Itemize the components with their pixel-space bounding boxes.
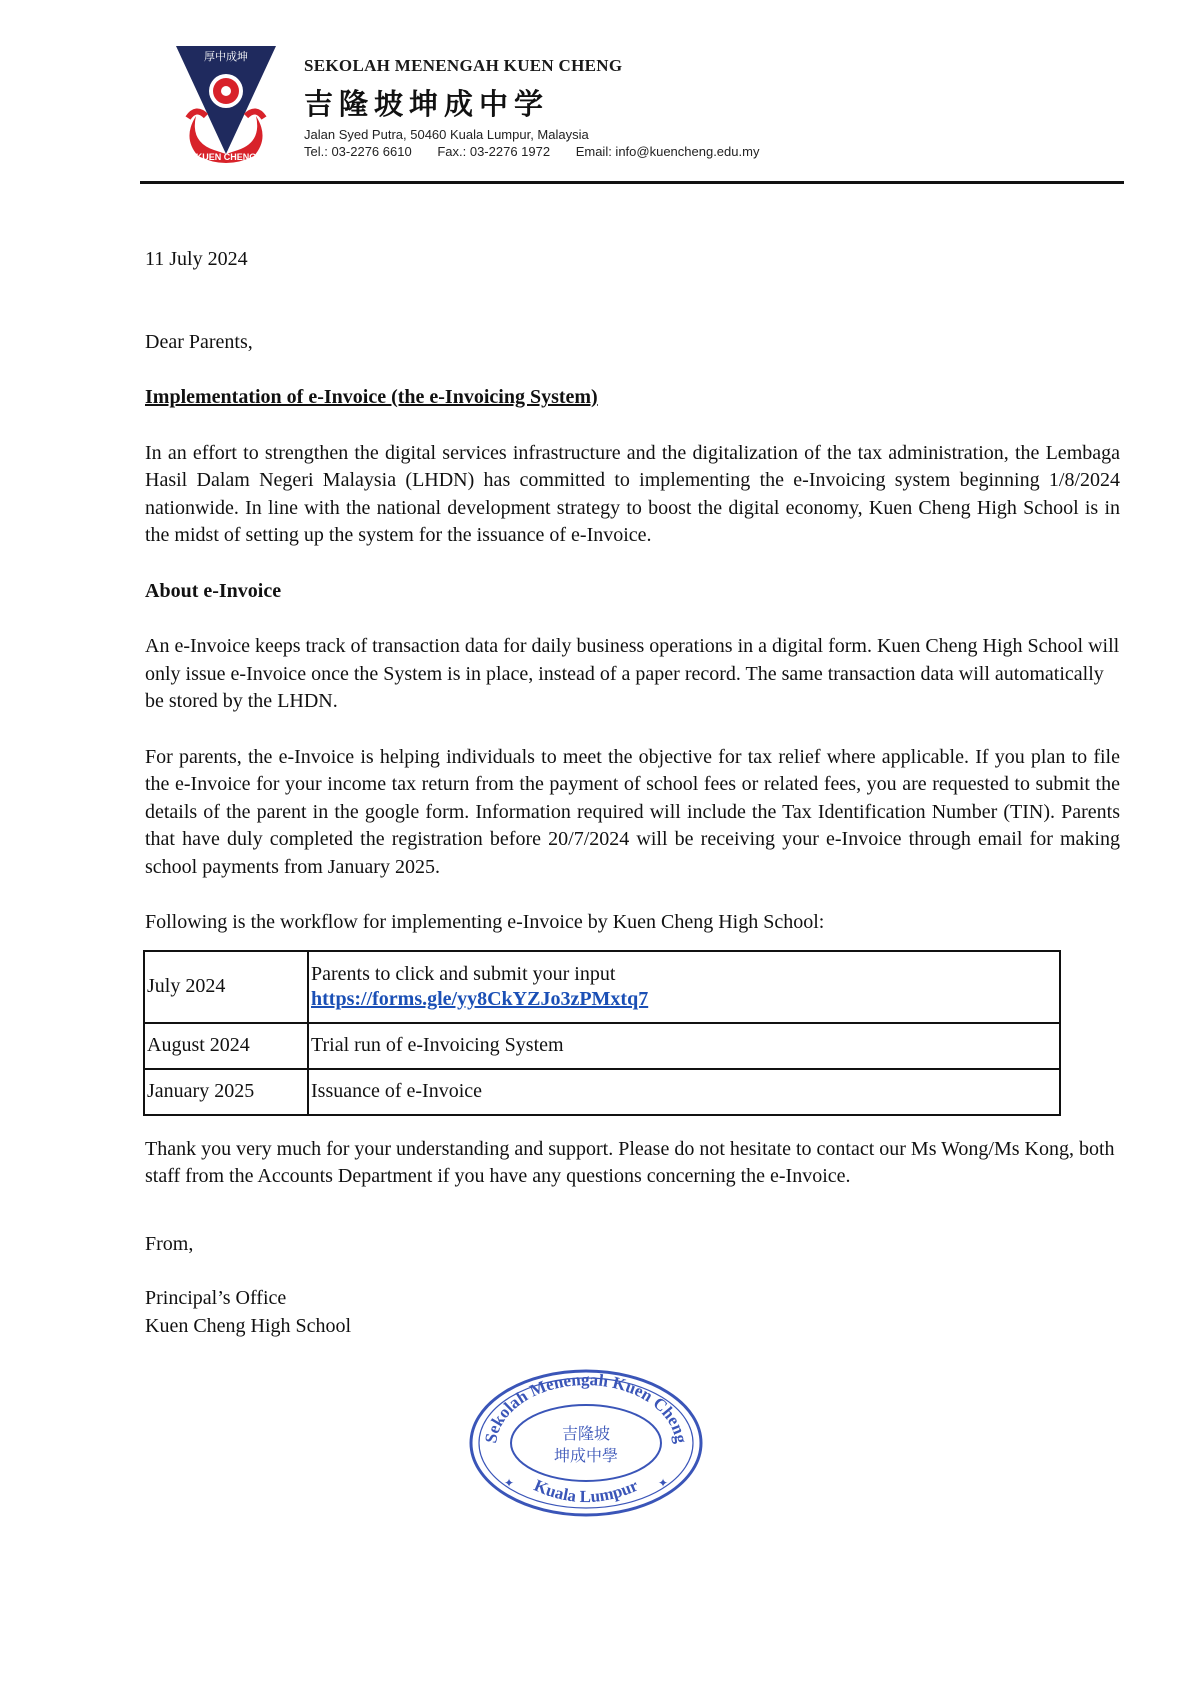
about-paragraph: An e-Invoice keeps track of transaction data for daily business operations in a digital form. Kuen Cheng High School will only issue e-Invoice once the System is in place, instead of a paper record. The same transaction data will automatically be stored by the LHDN. [145, 635, 1120, 712]
stamp-center-line1: 吉隆坡 [561, 1424, 611, 1443]
crest-banner: KUEN CHENG [195, 152, 257, 162]
closing: From, [145, 1232, 194, 1255]
letter-body [145, 246, 1120, 1340]
letterhead [304, 52, 781, 161]
workflow-month: August 2024 [144, 1023, 308, 1069]
stamp-top-text: Sekolah Menengah Kuen Cheng [481, 1369, 691, 1445]
parents-paragraph: For parents, the e-Invoice is helping individuals to meet the objective for tax relief where applicable. If you plan to file the e-Invoice for your income tax return from the payment of school fees or related fees, you are requested to submit the details of the parent in the google form. Information required will include the Tax Identification Number (TIN). Parents that have duly completed the registration before 20/7/2024 will be receiving your e-Invoice through email for making school payments from January 2025. [145, 745, 1120, 878]
table-row [144, 1069, 1060, 1115]
school-tel: Tel.: 03-2276 6610 [304, 144, 412, 159]
stamp-star-icon: ✦ [504, 1476, 515, 1490]
crest-motto: 厚中成坤 [204, 50, 248, 63]
school-crest-logo [176, 46, 276, 172]
workflow-intro: Following is the workflow for implementing e-Invoice by Kuen Cheng High School: [145, 911, 825, 933]
about-heading: About e-Invoice [145, 579, 282, 602]
salutation: Dear Parents, [145, 330, 253, 353]
school-name: SEKOLAH MENENGAH KUEN CHENG [304, 56, 623, 75]
workflow-action: Issuance of e-Invoice [308, 1069, 1060, 1115]
stamp-center-line2: 坤成中學 [553, 1446, 619, 1465]
letter-title: Implementation of e-Invoice (the e-Invoicing System) [145, 386, 598, 408]
letter-date: 11 July 2024 [145, 248, 248, 270]
school-name-chinese: 吉隆坡坤成中学 [304, 87, 550, 121]
workflow-month: January 2025 [144, 1069, 308, 1115]
google-form-link[interactable]: https://forms.gle/yy8CkYZJo3zPMxtq7 [311, 987, 649, 1010]
school-fax: Fax.: 03-2276 1972 [437, 144, 551, 159]
table-row [144, 951, 1060, 1023]
school-stamp [466, 1367, 706, 1519]
workflow-action-cell [308, 951, 1060, 1023]
stamp-star-icon: ✦ [658, 1476, 669, 1490]
letterhead-divider [140, 181, 1124, 184]
workflow-action: Parents to click and submit your input [311, 962, 616, 985]
thanks-paragraph: Thank you very much for your understanding and support. Please do not hesitate to contact our Ms Wong/Ms Kong, both staff from the Accounts Department if you have any questions concerning the e-Invoice. [145, 1137, 1115, 1187]
table-row [144, 1023, 1060, 1069]
workflow-action: Trial run of e-Invoicing System [308, 1023, 1060, 1069]
school-email: Email: info@kuencheng.edu.my [575, 144, 760, 159]
workflow-month: July 2024 [144, 951, 308, 1023]
workflow-table [143, 950, 1061, 1116]
intro-paragraph: In an effort to strengthen the digital services infrastructure and the digitalization of the tax administration, the Lembaga Hasil Dalam Negeri Malaysia (LHDN) has committed to implementing the e-Invoicing system beginning 1/8/2024 nationwide. In line with the national development strategy to boost the digital economy, Kuen Cheng High School is in the midst of setting up the system for the issuance of e-Invoice. [145, 441, 1120, 546]
signoff-school: Kuen Cheng High School [145, 1314, 352, 1337]
stamp-bottom-text: Kuala Lumpur [531, 1475, 641, 1507]
signoff-office: Principal’s Office [145, 1287, 287, 1309]
school-contact [304, 144, 781, 159]
school-address: Jalan Syed Putra, 50460 Kuala Lumpur, Malaysia [304, 127, 589, 142]
